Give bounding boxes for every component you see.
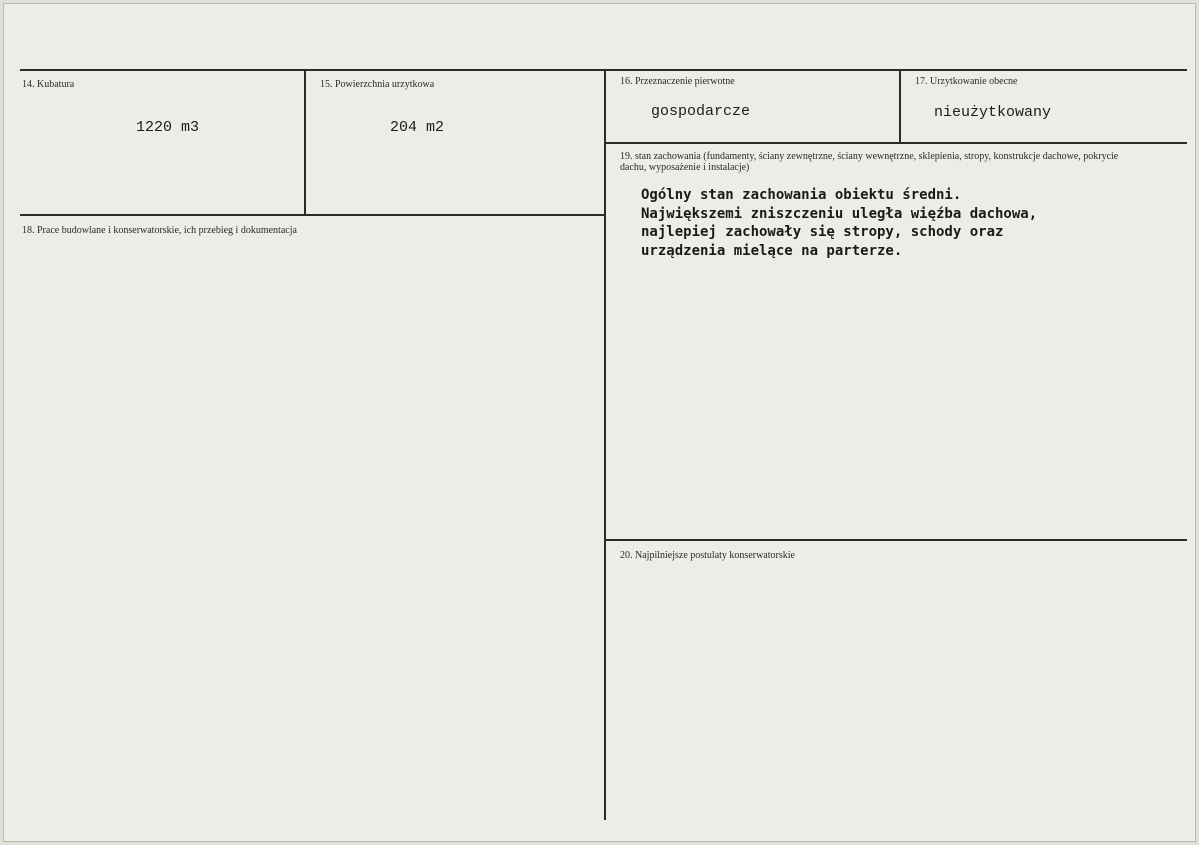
text-line: urządzenia mielące na parterze.: [641, 242, 903, 259]
field-18-label: 18. Prace budowlane i konserwatorskie, ich przebieg i dokumentacja: [22, 225, 297, 236]
field-19-label: 19. stan zachowania (fundamenty, ściany zewnętrzne, ściany wewnętrzne, sklepienia, stropy, konstrukcje dachowe, pokrycie dachu, wyposażenie i instalacje): [620, 151, 1119, 173]
field-14-label: 14. Kubatura: [22, 79, 75, 90]
field-19-text: [641, 186, 1037, 260]
text-line: Największemi zniszczeniu uległa więźba dachowa,: [641, 205, 1038, 222]
rule-under-14-15: [20, 214, 606, 216]
field-16-label: 16. Przeznaczenie pierwotne: [620, 76, 735, 87]
field-17-value: nieużytkowany: [934, 104, 1052, 121]
divider-16-17: [899, 70, 901, 143]
divider-14-15: [304, 70, 306, 215]
field-15-value: 204 m2: [390, 119, 445, 136]
field-20-label: 20. Najpilniejsze postulaty konserwatorskie: [620, 550, 795, 561]
field-15-label: 15. Powierzchnia urzytkowa: [320, 79, 435, 90]
field-14-value: 1220 m3: [136, 119, 200, 136]
rule-under-16-17: [606, 142, 1187, 144]
center-divider: [604, 70, 606, 820]
text-line: Ogólny stan zachowania obiektu średni.: [641, 187, 962, 203]
field-16-value: gospodarcze: [651, 103, 751, 120]
text-line: najlepiej zachowały się stropy, schody oraz: [641, 224, 1004, 240]
field-17-label: 17. Urzytkowanie obecne: [915, 76, 1018, 87]
rule-above-20: [606, 539, 1187, 541]
